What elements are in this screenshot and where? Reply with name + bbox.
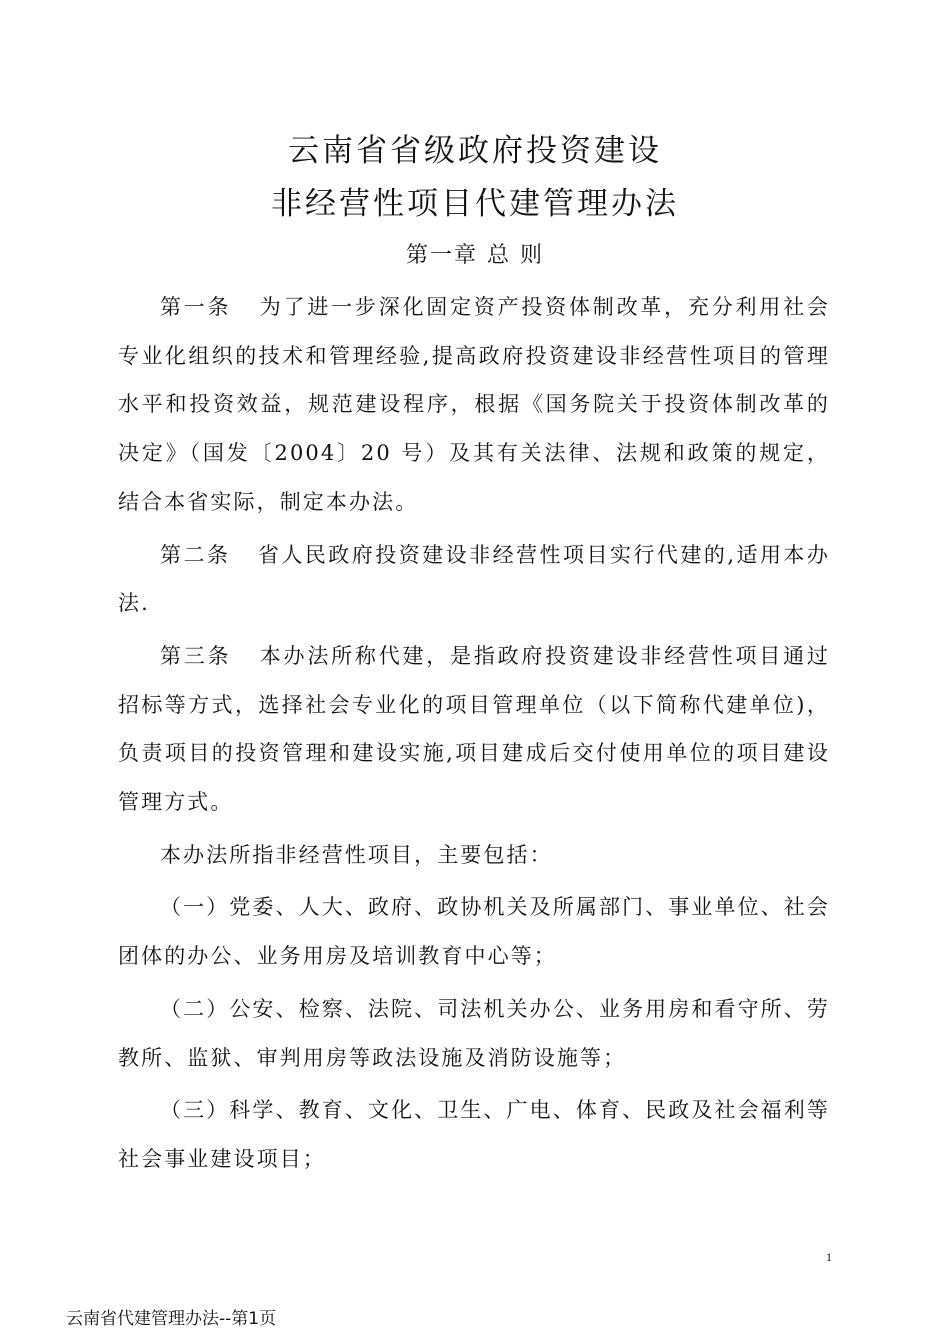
page-footer: 云南省代建管理办法--第1页 (66, 1309, 277, 1329)
paragraph-text: （二）公安、检察、法院、司法机关办公、业务用房和看守所、劳教所、监狱、审判用房等政法设施及消防设施等； (118, 996, 830, 1070)
document-title-line1: 云南省省级政府投资建设 (288, 133, 662, 169)
paragraph-text: （一）党委、人大、政府、政协机关及所属部门、事业单位、社会团体的办公、业务用房及培训教育中心等； (118, 895, 830, 969)
paragraph-article-2 (118, 531, 830, 628)
paragraph-article-1 (118, 283, 830, 527)
article-label: 第一条 (160, 295, 232, 319)
page-number: 1 (826, 1250, 832, 1264)
paragraph-scope-item-3 (118, 1086, 830, 1183)
article-label: 第三条 (160, 643, 232, 668)
paragraph-text: 本办法所称代建，是指政府投资建设非经营性项目通过招标等方式，选择社会专业化的项目管理单位（以下简称代建单位)，负责项目的投资管理和建设实施,项目建成后交付使用单位的项目建设管理方式。 (118, 643, 830, 815)
document-body (118, 283, 830, 1188)
paragraph-text: （三）科学、教育、文化、卫生、广电、体育、民政及社会福利等社会事业建设项目； (118, 1098, 830, 1171)
document-title-line2: 非经营性项目代建管理办法 (271, 186, 679, 222)
paragraph-text: 省人民政府投资建设非经营性项目实行代建的,适用本办法. (118, 542, 830, 616)
paragraph-text: 为了进一步深化固定资产投资体制改革，充分利用社会专业化组织的技术和管理经验,提高政府投资建设非经营性项目的管理水平和投资效益，规范建设程序，根据《国务院关于投资体制改革的决定》（国发〔2004〕20 号）及其有关法律、法规和政策的规定，结合本省实际，制定本办法。 (118, 295, 830, 514)
paragraph-scope-item-1 (118, 883, 830, 980)
article-label: 第二条 (160, 542, 231, 567)
chapter-heading: 第一章 总 则 (406, 243, 544, 268)
paragraph-scope-item-2 (118, 985, 830, 1082)
paragraph-text: 本办法所指非经营性项目，主要包括： (160, 842, 553, 867)
paragraph-scope-intro (118, 831, 830, 880)
paragraph-article-3 (118, 632, 830, 827)
